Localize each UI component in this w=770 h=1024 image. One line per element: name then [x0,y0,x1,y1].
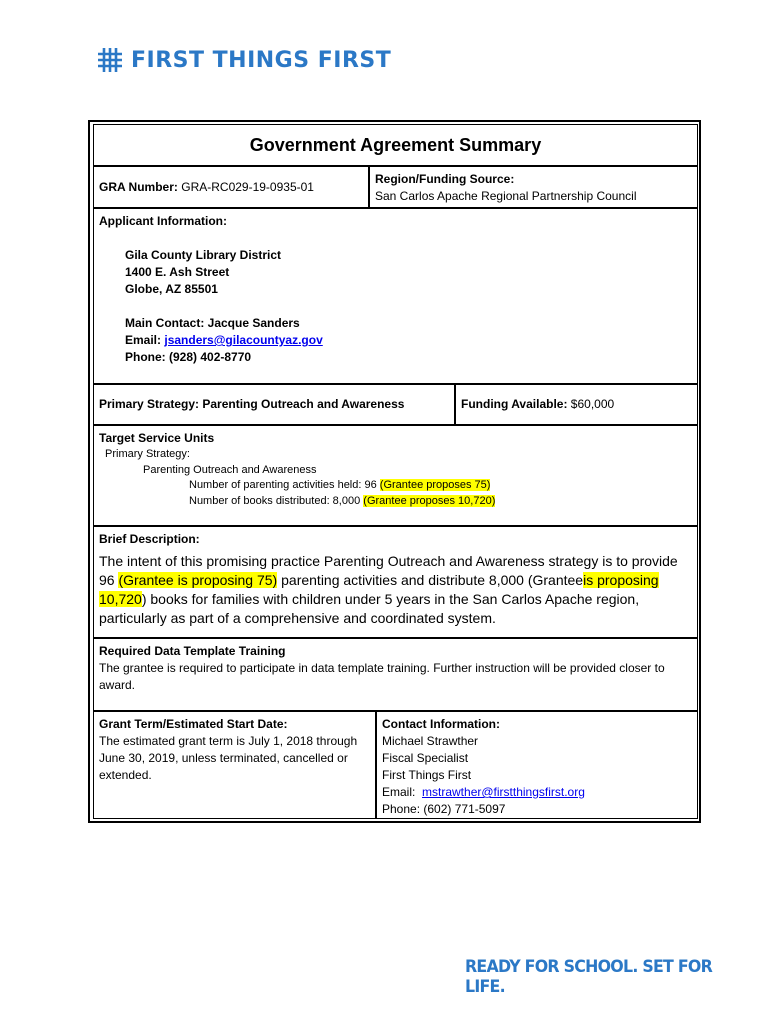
region-cell [369,166,698,208]
training-label: Required Data Template Training [99,644,286,658]
brief-p4: books for families with children under 5 years in the San Carlos Apache region, particularly as part of a comprehensive and coordinated system. [99,591,640,626]
targets-line1-highlight: (Grantee proposes 75) [379,479,491,491]
brief-highlight-2: is proposing 10,720 [99,572,659,607]
funding-label: Funding Available: [461,397,568,411]
targets-line2-highlight: (Grantee proposes 10,720) [363,494,496,507]
applicant-phone: Phone: (928) 402-8770 [125,350,252,364]
hashtag-icon [97,47,123,73]
contact-email-link[interactable]: mstrawther@firstthingsfirst.org [422,785,585,799]
contact-role: Fiscal Specialist [382,751,469,765]
contact-name: Michael Strawther [382,734,479,748]
brief-text [99,552,692,628]
term-text: The estimated grant term is July 1, 2018 through June 30, 2019, unless terminated, cancelled or extended. [99,734,358,782]
contact-org: First Things First [382,768,472,782]
applicant-email-link[interactable]: jsanders@gilacountyaz.gov [164,333,323,347]
targets-cell [93,425,698,526]
gra-label: GRA Number: [99,179,178,194]
brief-p1: The intent of this promising practice Parenting Outreach and Awareness strategy is to provide 96 [99,553,678,588]
term-cell [93,711,376,819]
brief-label: Brief Description: [99,532,200,546]
brief-p3: ) [141,591,147,607]
training-cell [93,638,698,711]
contact-phone: Phone: (602) 771-5097 [382,802,506,816]
brief-cell [93,526,698,638]
strategy-cell [93,384,455,425]
brand-name: FIRST THINGS FIRST [131,47,392,73]
term-label: Grant Term/Estimated Start Date: [99,717,288,731]
training-text: The grantee is required to participate in data template training. Further instruction will be provided closer to award. [99,661,665,692]
gra-number-cell [93,166,369,208]
document-title: Government Agreement Summary [93,124,698,166]
brief-p2: parenting activities and distribute 8,000 (Grantee [281,572,584,588]
targets-label: Target Service Units [99,431,215,445]
brand-logo [97,47,391,73]
region-value: San Carlos Apache Regional Partnership Council [375,189,637,203]
targets-sub: Primary Strategy: [105,448,190,460]
applicant-email-label: Email: [125,333,162,347]
contact-label: Contact Information: [382,717,500,731]
applicant-label: Applicant Information: [99,214,227,228]
applicant-city: Globe, AZ 85501 [125,282,218,296]
contact-cell [376,711,698,819]
funding-value: $60,000 [570,397,615,411]
brief-highlight-1: (Grantee is proposing 75) [118,572,278,588]
applicant-org: Gila County Library District [125,248,282,262]
applicant-cell [93,208,698,384]
applicant-street: 1400 E. Ash Street [125,265,230,279]
contact-email-label: Email: [382,785,416,799]
region-label: Region/Funding Source: [375,172,515,186]
targets-strategy: Parenting Outreach and Awareness [143,463,317,476]
primary-strategy-label: Primary Strategy: Parenting Outreach and Awareness [99,397,405,411]
gra-value: GRA-RC029-19-0935-01 [181,179,314,194]
targets-line1: Number of parenting activities held: 96 [189,479,377,491]
targets-line2: Number of books distributed: 8,000 [189,494,361,507]
applicant-contact: Main Contact: Jacque Sanders [125,316,300,330]
funding-cell [455,384,698,425]
brand-tagline: READY FOR SCHOOL. SET FOR LIFE. [465,957,713,997]
